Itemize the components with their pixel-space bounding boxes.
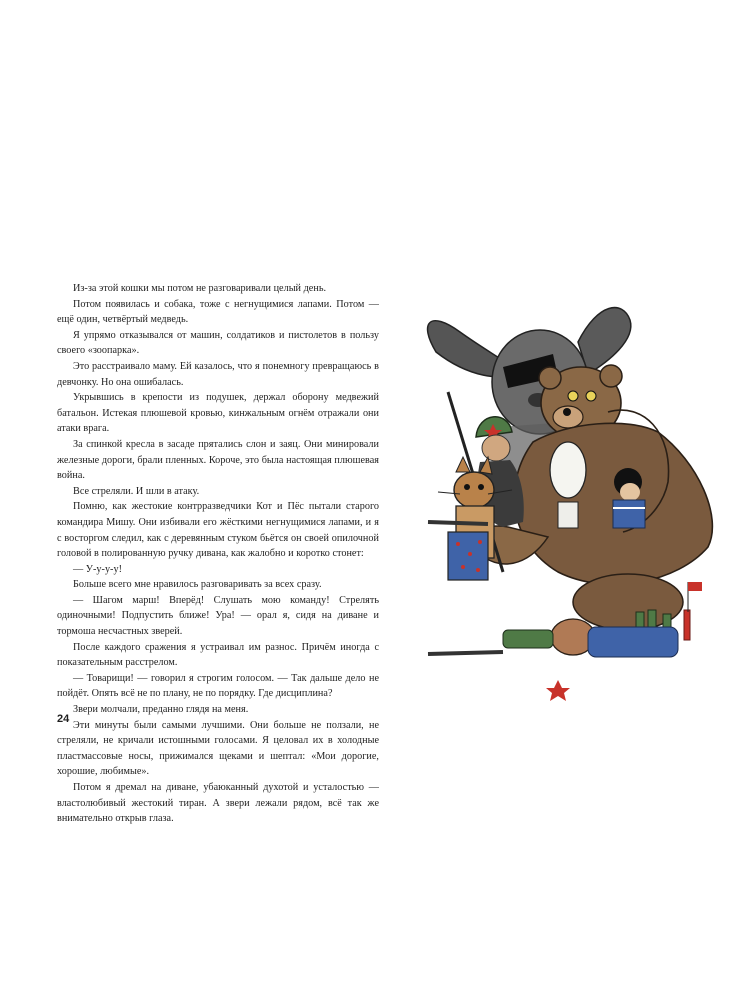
paragraph: Я упрямо отказывался от машин, солдатиков и пистолетов в пользу своего «зоопарка».: [57, 329, 379, 357]
paragraph: Из-за этой кошки мы потом не разговаривали целый день.: [73, 283, 327, 294]
paragraph: За спинкой кресла в засаде прятались слон и заяц. Они минировали железные дороги, брали пленных. Короче, это была настоящая плюшевая война.: [57, 438, 379, 482]
page-number: 24: [57, 713, 70, 725]
toy-war-illustration: [408, 292, 723, 712]
paragraph: Потом появилась и собака, тоже с негнущимися лапами. Потом — ещё один, четвёртый медведь.: [57, 298, 379, 326]
paragraph: Звери молчали, преданно глядя на меня.: [73, 704, 249, 716]
paragraph: — Шагом марш! Вперёд! Слушать мою команду! Стрелять одиночными! Подпустить ближе! Ура! — орал я, сидя на диване и тормоша несчастных зверей.: [57, 594, 379, 638]
paragraph: Укрывшись в крепости из подушек, держал оборону медвежий батальон. Истекая плюшевой кровью, кинжальным огнём отражали они атаки врага.: [57, 392, 379, 435]
paragraph: Помню, как жестокие контрразведчики Кот и Пёс пытали старого командира Мишу. Они избивали его жёсткими негнущимися лапами, и я с восторгом следил, как с деревянным стуком бьётся он своей опилочной головой в полированную ручку дивана, как жалобно и коротко стонет:: [57, 501, 379, 560]
paragraph: — Товарищи! — говорил я строгим голосом. — Так дальше дело не пойдёт. Опять всё не по плану, не по порядку. Где дисциплина?: [57, 672, 379, 700]
paragraph: Это расстраивало маму. Ей казалось, что я понемногу превращаюсь в девчонку. Но она ошибалась.: [57, 360, 379, 388]
body-text: [57, 281, 379, 827]
paragraph: Потом я дремал на диване, убаюканный духотой и усталостью — властолюбивый жестокий тиран. А звери лежали рядом, всё так же внимательно открыв глаза.: [57, 782, 379, 825]
paragraph: После каждого сражения я устраивал им разнос. Причём иногда с показательным расстрелом.: [57, 641, 379, 669]
paragraph: Все стреляли. И шли в атаку.: [73, 485, 200, 497]
paragraph: Эти минуты были самыми лучшими. Они больше не ползали, не стреляли, не кричали истошными голосами. Я целовал их в холодные пластмассовые носы, прижимался щеками и шептал: «Мои дорогие, хорошие, любимые».: [57, 719, 379, 778]
paragraph: — У-у-у-у!: [73, 563, 122, 575]
fallen-toys: [428, 619, 678, 701]
paragraph: Больше всего мне нравилось разговаривать за всех сразу.: [73, 579, 322, 591]
